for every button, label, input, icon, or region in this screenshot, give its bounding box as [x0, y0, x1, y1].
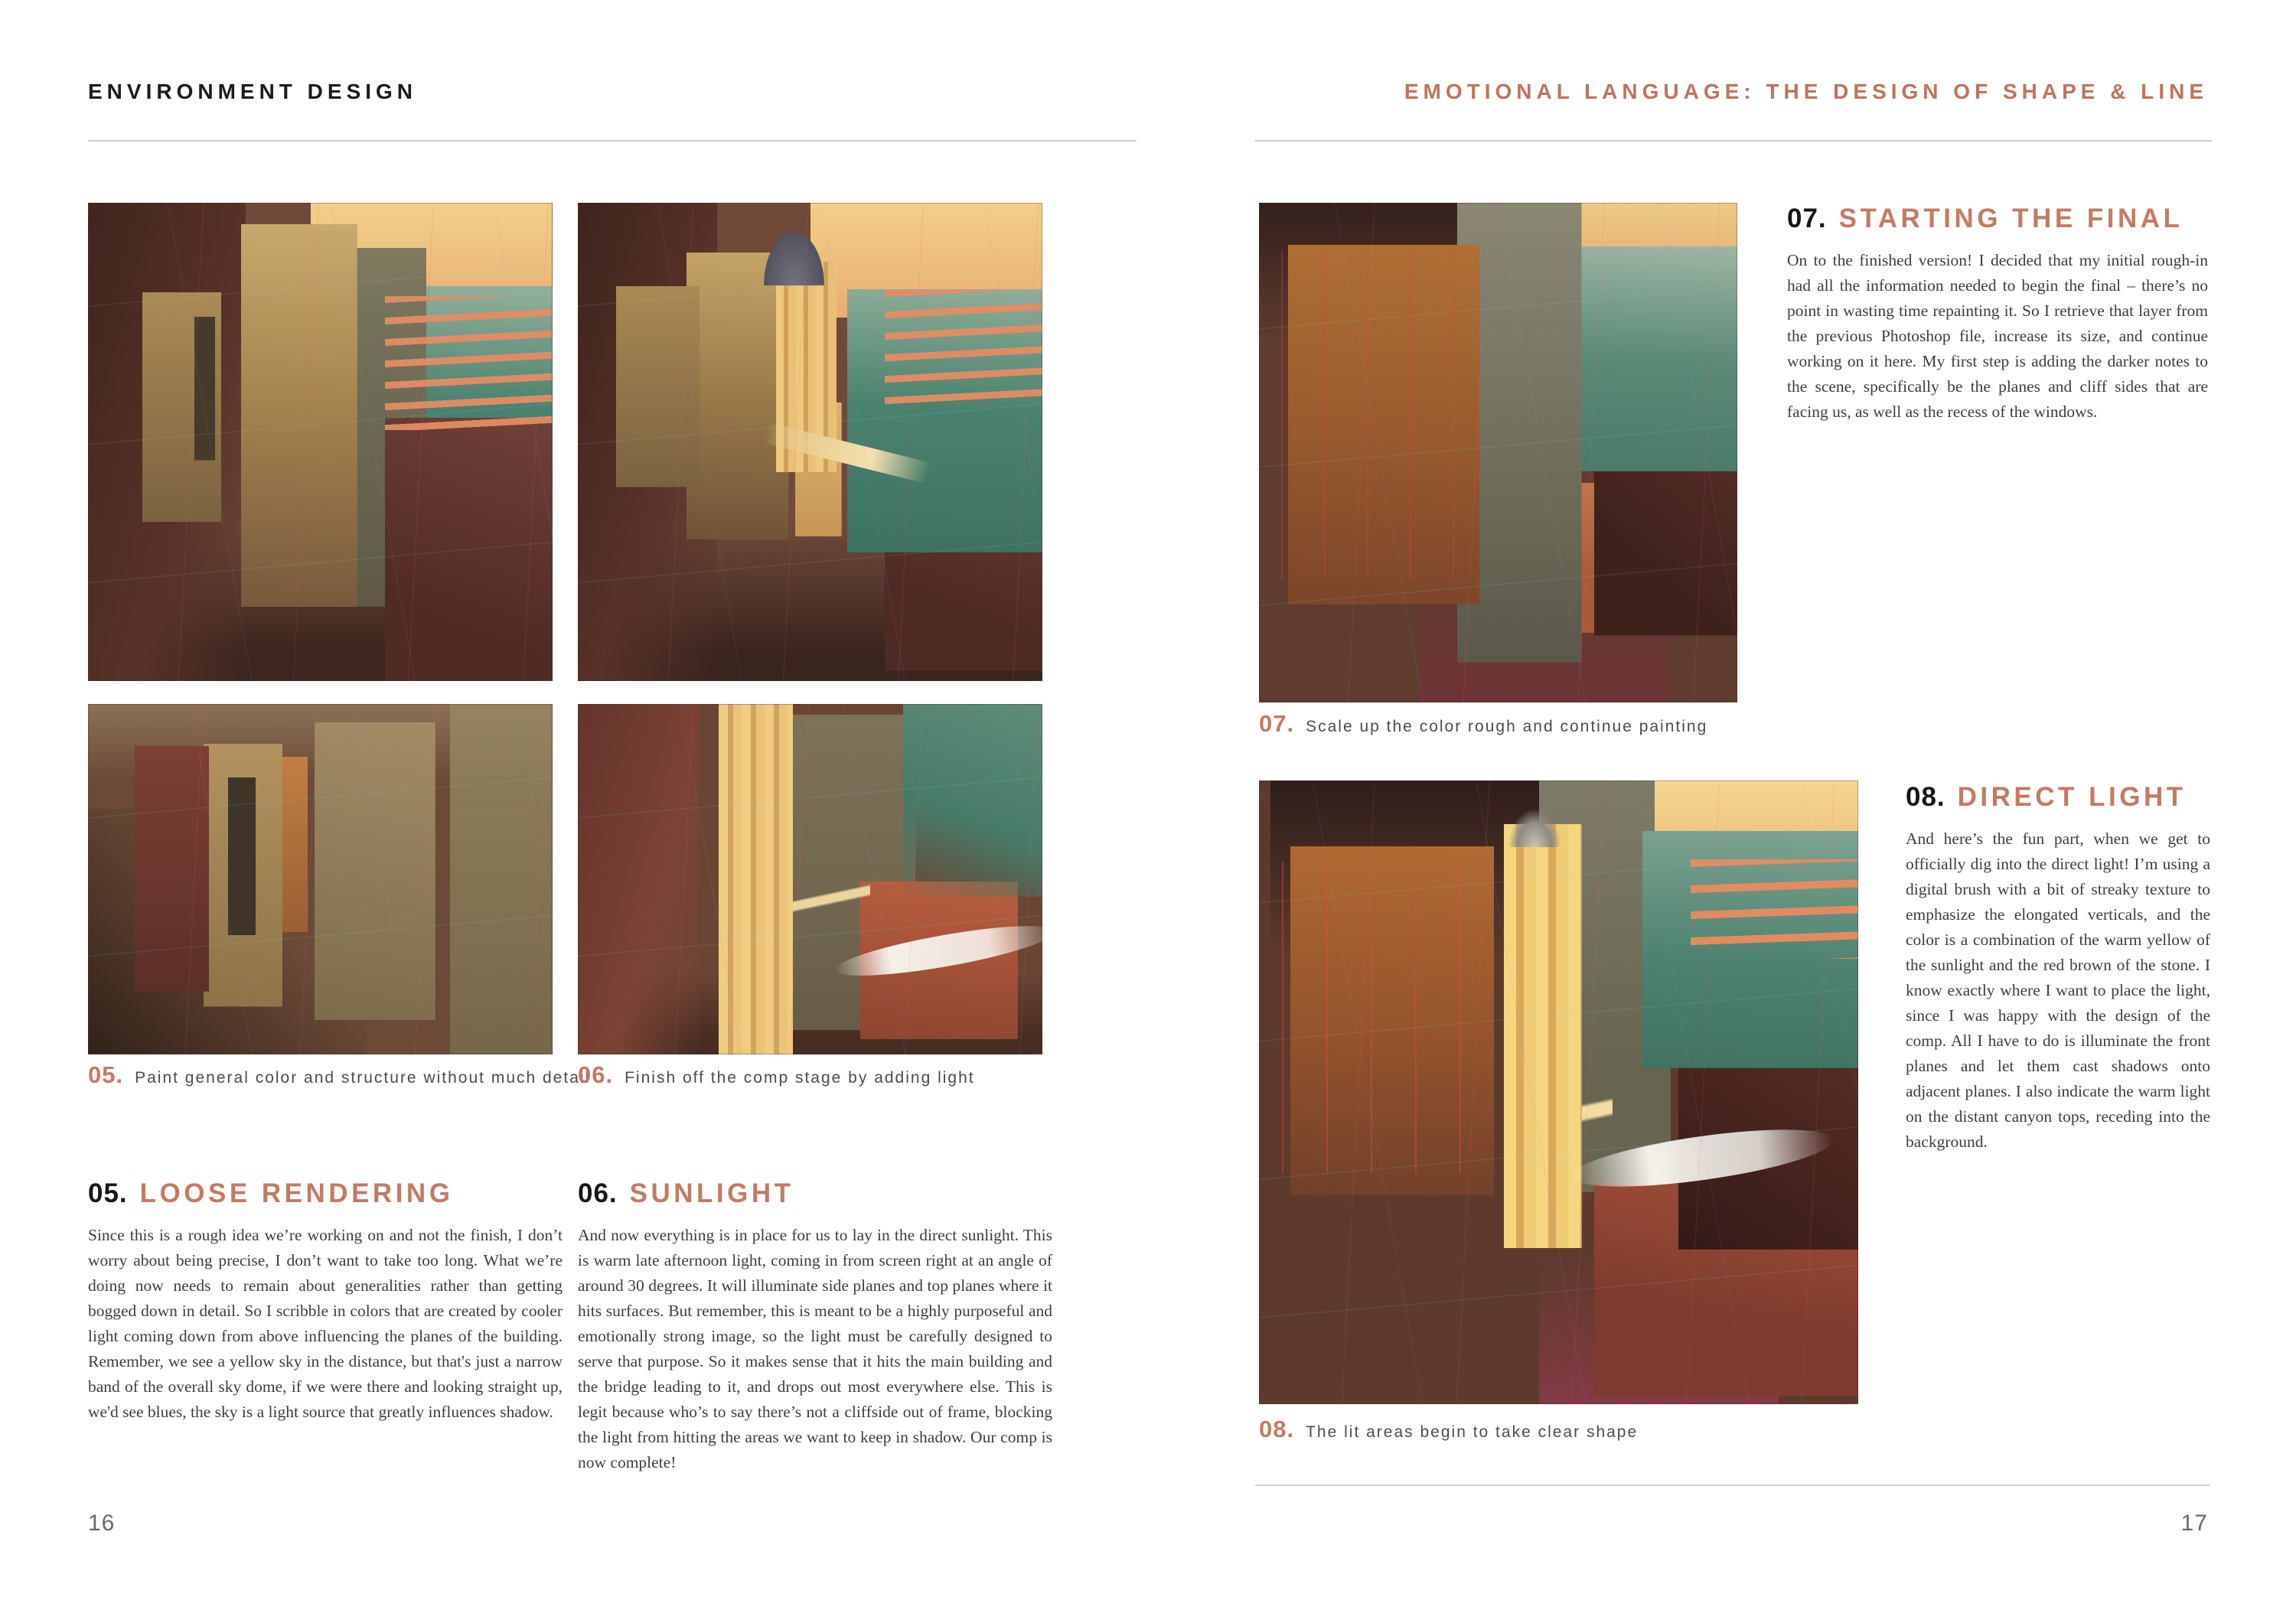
section-number-05: 05.: [88, 1178, 128, 1208]
section-title-05: LOOSE RENDERING: [139, 1178, 454, 1208]
painting-tower-comp-light: [578, 203, 1042, 681]
section-heading-07: [1787, 204, 2208, 234]
figure-07-scaled-rough: [1259, 203, 1737, 702]
section-title-06: SUNLIGHT: [629, 1178, 794, 1208]
page-number-right: 17: [2180, 1511, 2208, 1536]
painting-loose-color-blocks: [88, 704, 553, 1054]
caption-text-06: Finish off the comp stage by adding light: [625, 1069, 975, 1087]
page-number-left: 16: [88, 1511, 116, 1536]
caption-number-08: 08.: [1259, 1416, 1295, 1442]
section-title-07: STARTING THE FINAL: [1838, 204, 2183, 233]
section-number-08: 08.: [1906, 782, 1945, 812]
figure-08-direct-light: [1259, 781, 1858, 1404]
section-title-08: DIRECT LIGHT: [1957, 782, 2187, 812]
caption-text-07: Scale up the color rough and continue painting: [1306, 718, 1708, 735]
section-body-07: On to the finished version! I decided that my initial rough-in had all the information needed to begin the final – there’s no point in wasting time repainting it. So I retrieve that layer from the previous Photoshop file, increase its size, and continue working on it here. My first step is adding the darker notes to the scene, specifically be the planes and cliff sides that are facing us, as well as the recess of the windows.: [1787, 251, 2208, 421]
painting-canyon-color-rough: [88, 203, 553, 681]
section-number-07: 07.: [1787, 204, 1827, 233]
figure-caption-08: [1259, 1416, 1638, 1443]
right-header-rule: [1255, 140, 2212, 142]
section-heading-06: [578, 1178, 1052, 1209]
painting-direct-light-final: [1259, 781, 1858, 1404]
section-body-08: And here’s the fun part, when we get to officially dig into the direct light! I’m using a digital brush with a bit of streaky texture to emphasize the elongated verticals, and the color is a combination of the warm yellow of the sunlight and the red brown of the stone. I know exactly where I want to place the light, since I was happy with the design of the comp. All I have to do is illuminate the front planes and let them cast shadows onto adjacent planes. I also indicate the warm light on the distant canyon tops, receding into the background.: [1906, 829, 2210, 1151]
right-running-header: EMOTIONAL LANGUAGE: THE DESIGN OF SHAPE & LINE: [1404, 80, 2208, 103]
section-number-06: 06.: [578, 1178, 618, 1208]
right-footer-rule: [1255, 1484, 2210, 1486]
section-body-05: Since this is a rough idea we’re working on and not the finish, I don’t worry about being precise, I don’t want to take too long. What we’re doing now needs to remain about generalities rather than getting bogged down in detail. So I scribble in colors that are created by cooler light coming down from above influencing the planes of the building. Remember, we see a yellow sky in the distance, but that's just a narrow band of the overall sky dome, if we were there and looking straight up, we'd see blues, the sky is a light source that greatly influences shadow.: [88, 1226, 563, 1421]
figure-caption-06: [578, 1061, 975, 1089]
figure-06-comp-light: [578, 203, 1042, 681]
section-heading-08: [1906, 782, 2210, 813]
figure-caption-05: [88, 1061, 590, 1089]
painting-scaled-color-rough: [1259, 203, 1737, 702]
figure-05-color-rough: [88, 203, 553, 681]
caption-text-05: Paint general color and structure without much detail: [135, 1069, 591, 1087]
left-header-rule: [88, 140, 1137, 142]
section-body-06: And now everything is in place for us to lay in the direct sunlight. This is warm late afternoon light, coming in from screen right at an angle of around 30 degrees. It will illuminate side planes and top planes where it hits surfaces. But remember, this is meant to be a highly purposeful and emotionally strong image, so the light must be carefully designed to serve that purpose. So it makes sense that it hits the main building and the bridge leading to it, and drops out most everywhere else. This is legit because who’s to say there’s not a cliffside out of frame, blocking the light from hitting the areas we want to keep in shadow. Our comp is now complete!: [578, 1226, 1052, 1471]
caption-number-06: 06.: [578, 1061, 614, 1088]
section-05-loose-rendering: [88, 1178, 563, 1425]
figure-06-detail: [578, 704, 1042, 1054]
figure-caption-07: [1259, 710, 1707, 738]
painting-sunlit-tower-detail: [578, 704, 1042, 1054]
caption-text-08: The lit areas begin to take clear shape: [1306, 1423, 1639, 1441]
section-08-direct-light: [1906, 782, 2210, 1155]
figure-05-detail: [88, 704, 553, 1054]
left-running-header: ENVIRONMENT DESIGN: [88, 80, 418, 103]
caption-number-05: 05.: [88, 1061, 124, 1088]
caption-number-07: 07.: [1259, 710, 1295, 737]
section-06-sunlight: [578, 1178, 1052, 1475]
section-07-starting-the-final: [1787, 204, 2208, 425]
section-heading-05: [88, 1178, 563, 1209]
